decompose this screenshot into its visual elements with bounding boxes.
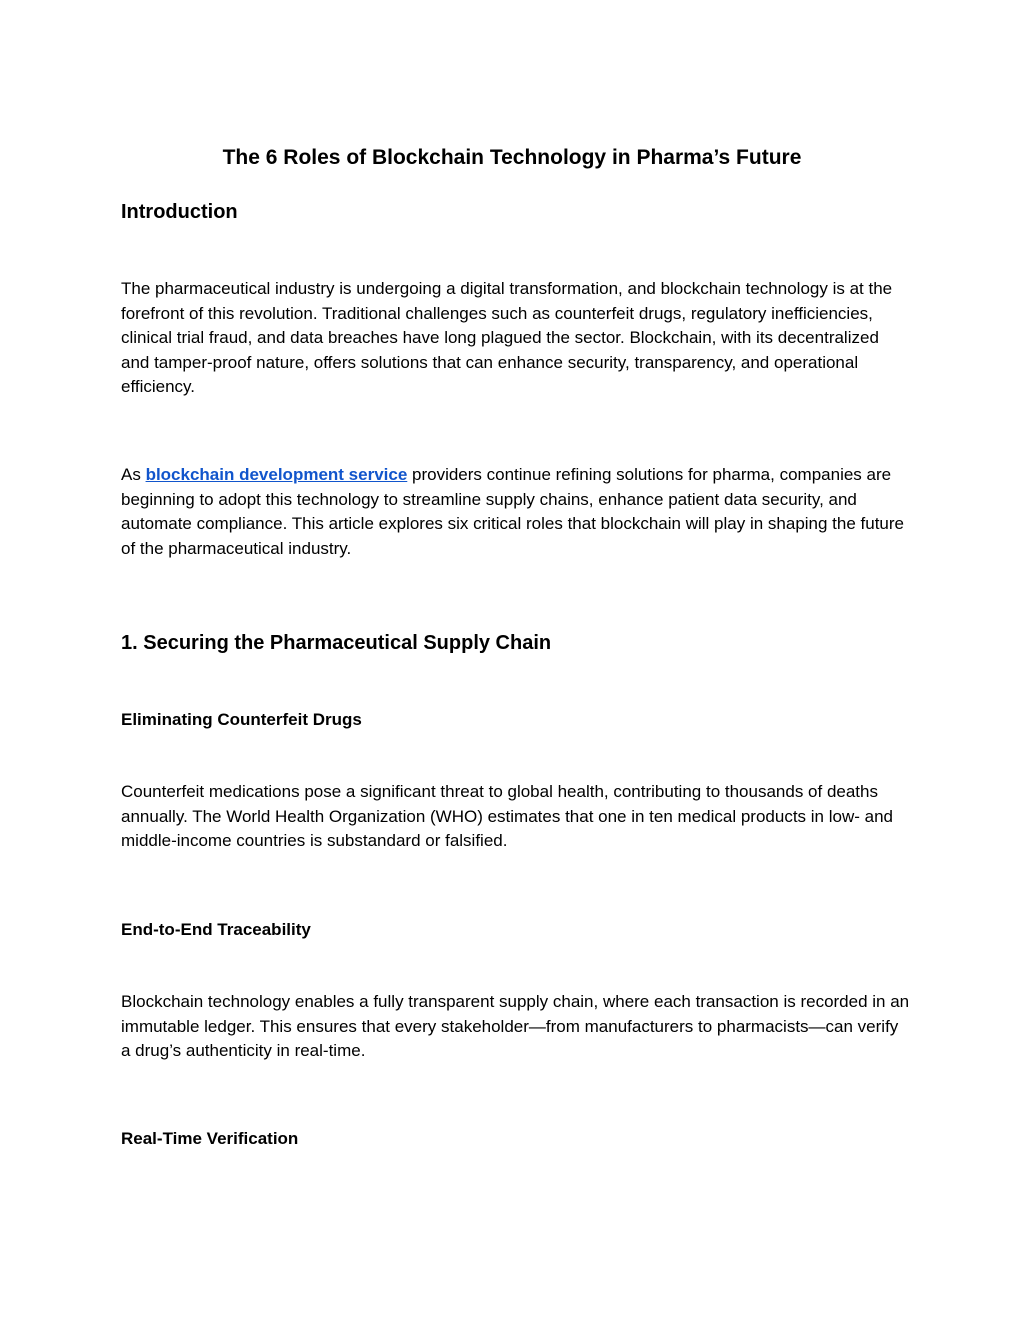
counterfeit-drugs-heading: Eliminating Counterfeit Drugs — [121, 710, 362, 729]
counterfeit-drugs-paragraph: Counterfeit medications pose a significant threat to global health, contributing to thousands of deaths annually. The World Health Organization (WHO) estimates that one in ten medical products in low- and middle-income countries is substandard or falsified. — [121, 782, 893, 850]
traceability-paragraph: Blockchain technology enables a fully transparent supply chain, where each transaction is recorded in an immutable ledger. This ensures that every stakeholder—from manufacturers to pharmacists—can verify a drug’s authenticity in real-time. — [121, 992, 910, 1060]
blockchain-development-service-link[interactable]: blockchain development service — [145, 465, 408, 484]
adoption-paragraph — [121, 463, 911, 561]
intro-heading: Introduction — [121, 201, 238, 223]
adoption-paragraph-prefix: As — [121, 465, 146, 484]
intro-paragraph: The pharmaceutical industry is undergoing a digital transformation, and blockchain technology is at the forefront of this revolution. Traditional challenges such as counterfeit drugs, regulatory inefficiencies, clinical trial fraud, and data breaches have long plagued the sector. Blockchain, with its decentralized and tamper-proof nature, offers solutions that can enhance security, transparency, and operational efficiency. — [121, 279, 893, 396]
adoption-paragraph-suffix: providers continue refining solutions for pharma, companies are beginning to adopt this technology to streamline supply chains, enhance patient data security, and automate compliance. This article explores six critical roles that blockchain will play in shaping the future of the pharmaceutical industry. — [121, 465, 905, 558]
traceability-heading: End-to-End Traceability — [121, 920, 311, 939]
document-title: The 6 Roles of Blockchain Technology in Pharma’s Future — [222, 146, 802, 169]
real-time-verification-heading: Real-Time Verification — [121, 1129, 299, 1148]
section1-heading: 1. Securing the Pharmaceutical Supply Chain — [121, 632, 552, 654]
